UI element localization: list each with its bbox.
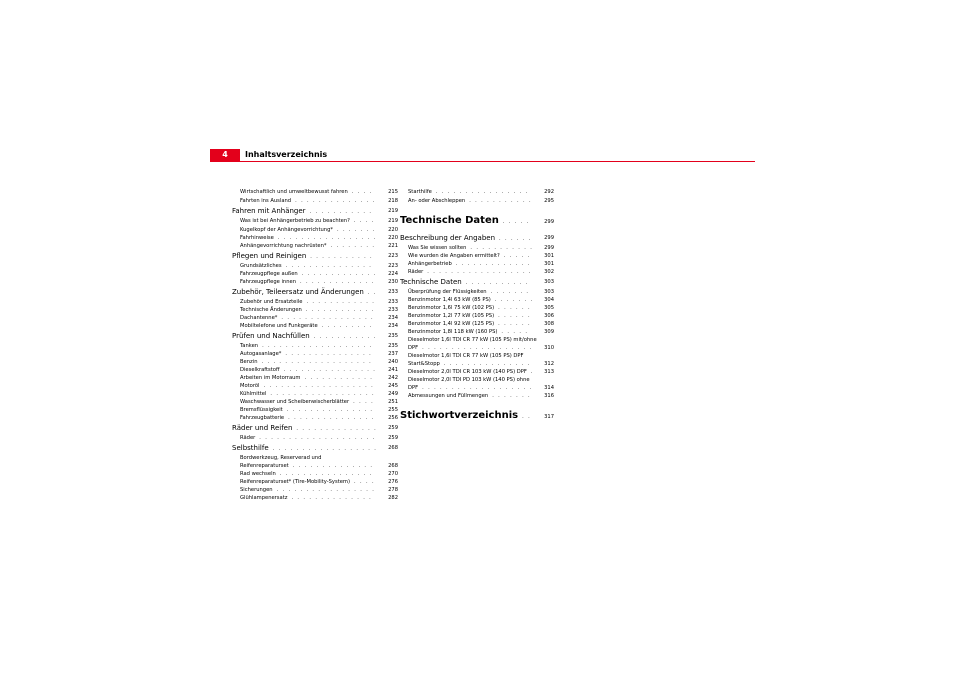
toc-entry-leader: . . . . [354,479,375,485]
toc-entry-label: Motoröl [240,383,260,389]
toc-entry-leader: . . . . . . . . . . . . . . . . . . [270,391,375,397]
toc-entry-page: 255 [388,407,398,413]
toc-entry-label: Wie wurden die Angaben ermittelt? [408,253,500,259]
toc-entry [240,307,375,313]
toc-entry-leader: . . . . . . . . . . . . . . . . . . [427,269,532,275]
toc-entry-label: Fahrzeugpflege außen [240,271,298,277]
toc-entry [408,329,528,335]
toc-entry-leader: . . . . . . . . . . . . . [299,279,375,285]
toc-entry-page: 309 [544,329,554,335]
toc-entry-label: Selbsthilfe [232,444,269,452]
toc-entry-label: Benzin [240,359,258,365]
toc-entry-label: Beschreibung der Angaben [400,234,495,242]
toc-entry-leader: . . . . . [503,253,531,259]
toc-entry-leader: . . . . . . . . . . . . . . . . [281,315,375,321]
toc-entry-label: Räder [408,269,424,275]
toc-entry-label: Fahrzeugpflege innen [240,279,296,285]
toc-entry-page: 233 [388,289,398,295]
toc-entry [240,435,376,441]
toc-entry-leader: . . . . . . . . . . . . . . . . . . . [261,359,373,365]
toc-entry [400,410,531,423]
toc-entry-label: Waschwasser und Scheibenwischerblätter [240,399,350,405]
toc-entry-label: Arbeiten im Motorraum [240,375,301,381]
toc-entry-label: Kugelkopf der Anhängevorrichtung* [240,227,333,233]
toc-entry-label: Technische Daten [400,278,462,286]
toc-entry-page: 219 [388,218,398,224]
toc-entry-leader: . . . . . . . . . . . . . . [291,495,373,501]
toc-entry-page: 230 [388,279,398,285]
toc-entry-label: Benzinmotor 1,2l 77 kW (105 PS) [408,313,495,319]
toc-entry-page: 249 [388,391,398,397]
toc-entry-leader: . . . . . . . . . . . . . . [295,198,376,204]
toc-entry-page: 295 [544,198,554,204]
toc-entry-page: 223 [388,253,398,259]
toc-entry-label: Abmessungen und Füllmengen [408,393,489,399]
toc-entry-leader: . . . . . . . [336,227,376,233]
toc-entry-label: Technische Änderungen [240,307,302,313]
toc-entry [232,207,372,216]
toc-entry [240,359,372,365]
toc-entry-page: 278 [388,487,398,493]
toc-entry-page: 314 [544,385,554,391]
toc-entry-label: Dieselkraftstoff [240,367,280,373]
toc-entry-page: 268 [388,445,398,451]
toc-entry-page: 234 [388,323,398,329]
toc-entry [240,463,373,469]
toc-entry-leader: . . . . . . . . . . . . [306,299,376,305]
toc-entry [408,393,531,399]
toc-entry-label: Mobiltelefone und Funkgeräte [240,323,318,329]
toc-entry-label: Was ist bei Anhängerbetrieb zu beachten? [240,218,350,224]
toc-entry-leader: . . . . . . . . . . . . . . . . [283,367,377,373]
toc-entry-label: Pflegen und Reinigen [232,252,307,260]
toc-entry [408,189,529,195]
toc-entry-leader: . . . . . . . . . . . . . [301,271,377,277]
toc-entry-page: 220 [388,227,398,233]
toc-entry-leader: . . . . . [501,329,529,335]
toc-entry-page: 240 [388,359,398,365]
toc-entry-leader: . . . . [353,218,375,224]
toc-entry-leader: . . . . . . . . . . . [465,280,529,286]
toc-entry [408,261,531,267]
toc-entry [408,337,537,343]
toc-entry-page: 282 [388,495,398,501]
toc-entry [232,288,377,297]
toc-entry-page: 233 [388,307,398,313]
toc-entry-page: 218 [388,198,398,204]
toc-entry-label: Stichwortverzeichnis [400,410,519,421]
toc-entry-leader: . . . . . . . . [330,243,376,249]
toc-entry [240,391,375,397]
toc-entry-leader: . . . . . . . [490,289,530,295]
toc-entry-label: Fahrten ins Ausland [240,198,292,204]
toc-entry-page: 233 [388,299,398,305]
toc-entry [408,198,532,204]
toc-entry-label: Benzinmotor 1,8l 118 kW (160 PS) [408,329,498,335]
toc-entry [232,444,377,453]
toc-entry-page: 235 [388,343,398,349]
toc-entry-label: Fahrzeugbatterie [240,415,285,421]
toc-entry-leader: . [530,369,534,375]
toc-entry [240,367,376,373]
toc-entry [240,455,321,461]
toc-entry [232,252,373,261]
toc-entry-label: An- oder Abschleppen [408,198,466,204]
toc-entry-leader: . . . . . . . . . . . . . . . . . . [272,446,378,452]
toc-entry-leader: . . . . . . . [494,297,534,303]
toc-entry-leader: . . . . . . . . . . . . . . . . . . . [263,383,375,389]
toc-entry [408,345,533,351]
toc-entry-page: 316 [544,393,554,399]
toc-entry-label: DPF [408,385,419,391]
toc-entry-page: 306 [544,313,554,319]
toc-entry-label: Technische Daten [400,215,499,226]
toc-entry-page: 301 [544,253,554,259]
toc-entry [232,424,377,433]
toc-entry-label: Dieselmotor 1,6l TDI CR 77 kW (105 PS) mit/ohne [408,337,537,343]
toc-entry [240,189,373,195]
toc-entry-page: 317 [544,414,554,420]
toc-entry-page: 256 [388,415,398,421]
toc-entry-page: 221 [388,243,398,249]
toc-entry [408,313,531,319]
toc-entry-page: 270 [388,471,398,477]
toc-entry-label: Überprüfung der Flüssigkeiten [408,289,487,295]
toc-entry-leader: . . . . . . . . . . . . . . . [285,351,373,357]
toc-entry-page: 259 [388,435,398,441]
toc-entry-label: Prüfen und Nachfüllen [232,332,310,340]
toc-entry-page: 220 [388,235,398,241]
toc-entry-label: Fahren mit Anhänger [232,207,306,215]
toc-entry-leader: . . . . . . . . . . . . . . . [443,361,531,367]
toc-entry-label: Autogasanlage* [240,351,282,357]
toc-entry-page: 299 [544,235,554,241]
toc-entry [240,243,375,249]
toc-entry-label: Kühlmittel [240,391,267,397]
toc-entry [240,479,375,485]
toc-entry-leader: . . . . . . . . . . . [310,254,374,260]
toc-entry-label: Dieselmotor 1,6l TDI CR 77 kW (105 PS) DPF [408,353,524,359]
toc-entry-leader: . . [367,290,377,296]
toc-entry-page: 245 [388,383,398,389]
toc-entry-label: Grundsätzliches [240,263,282,269]
toc-entry-label: Benzinmotor 1,6l 75 kW (102 PS) [408,305,495,311]
toc-entry [240,407,373,413]
toc-entry-leader: . . . . . . . . . . . . . . [296,426,378,432]
toc-entry-page: 235 [388,333,398,339]
toc-entry-label: Rad wechseln [240,471,276,477]
toc-entry-label: Zubehör, Teileersatz und Änderungen [232,288,364,296]
toc-entry [232,332,377,341]
toc-entry-page: 310 [544,345,554,351]
toc-entry-leader: . . . . . . [498,313,531,319]
toc-entry-label: Start&Stopp [408,361,440,367]
toc-entry-page: 259 [388,425,398,431]
toc-entry [240,198,376,204]
toc-entry-page: 303 [544,279,554,285]
toc-entry [400,215,530,228]
toc-entry-page: 304 [544,297,554,303]
toc-entry-page: 276 [388,479,398,485]
toc-entry-leader: . . . . [351,189,373,195]
toc-entry-leader: . . . . . . [498,305,531,311]
toc-entry [240,299,375,305]
toc-entry [240,351,372,357]
toc-entry-leader: . . [522,414,532,420]
toc-entry-page: 234 [388,315,398,321]
toc-entry-page: 302 [544,269,554,275]
toc-entry-leader: . . . . . . . . . . . . . . . . . . . [422,385,533,391]
toc-entry [408,385,533,391]
toc-entry [240,415,375,421]
toc-entry [408,377,530,383]
toc-entry-leader: . . . . [353,399,375,405]
toc-entry-leader: . . . . . . . . . . . . [305,307,375,313]
toc-entry [408,305,531,311]
toc-entry-page: 224 [388,271,398,277]
toc-entry-page: 237 [388,351,398,357]
toc-entry-label: DPF [408,345,419,351]
toc-entry-leader: . . . . . . . . . . . . . . . [286,407,374,413]
toc-entry-leader: . . . . . . . . . . . . . . . [285,263,373,269]
toc-entry-label: Dieselmotor 2,0l TDI PD 103 kW (140 PS) ohne [408,377,530,383]
toc-entry-page: 223 [388,263,398,269]
toc-entry-leader: . . . . . . . [492,393,532,399]
toc-entry-leader: . . . . . . . . . . . . [304,375,374,381]
toc-entry-label: Dieselmotor 2,0l TDI CR 103 kW (140 PS) DPF [408,369,527,375]
toc-entry-label: Zubehör und Ersatzteile [240,299,303,305]
toc-entry-label: Bordwerkzeug, Reserverad und [240,455,322,461]
toc-entry [240,343,373,349]
toc-entry [240,487,375,493]
toc-entry-leader: . . . . . . . . . . . . . . . . . [277,235,377,241]
toc-entry-page: 313 [544,369,554,375]
toc-entry-page: 305 [544,305,554,311]
toc-entry [240,218,375,224]
toc-entry [408,369,534,375]
toc-entry [240,271,376,277]
toc-entry [408,361,531,367]
toc-entry-label: Anhängerbetrieb [408,261,452,267]
toc-entry [240,315,374,321]
toc-entry-label: Räder und Reifen [232,424,293,432]
toc-entry-leader: . . . . . . . . . . . . . . . [288,415,375,421]
toc-entry-label: Dachantenne* [240,315,278,321]
toc-entry-label: Reifenreparaturset* (Tire-Mobility-System) [240,479,351,485]
toc-entry-label: Sicherungen [240,487,273,493]
toc-entry-label: Tanken [240,343,259,349]
toc-entry-page: 219 [388,208,398,214]
toc-entry-leader: . . . . . . [498,321,531,327]
toc-entry [400,234,532,243]
toc-entry-label: Benzinmotor 1,4l 63 kW (85 PS) [408,297,491,303]
toc-entry [408,353,524,359]
toc-entry [408,269,532,275]
toc-entry-leader: . . . . . . [499,236,532,242]
page-title: Inhaltsverzeichnis [245,150,328,159]
toc-entry [240,495,372,501]
toc-entry [408,297,534,303]
toc-entry-leader: . . . . . . . . . [321,323,373,329]
toc-entry-label: Was Sie wissen sollten [408,245,467,251]
toc-entry [400,278,528,287]
toc-entry [408,289,529,295]
toc-entry-leader: . . . . . . . . . . . . . [455,261,531,267]
toc-entry-page: 215 [388,189,398,195]
toc-entry [408,245,533,251]
toc-entry-page: 268 [388,463,398,469]
toc-entry-leader: . . . . . . . . . . . [309,209,373,215]
page-number: 4 [222,150,228,159]
toc-entry-leader: . . . . . . . . . . . . . . . . [279,471,373,477]
toc-entry-page: 301 [544,261,554,267]
toc-entry [240,227,376,233]
toc-entry-leader: . . . . . . . . . . . . . . . . . . . [422,345,533,351]
toc-entry [408,253,531,259]
toc-entry [240,323,372,329]
toc-entry-leader: . . . . . . . . . . . . . . [292,463,374,469]
toc-entry-label: Räder [240,435,256,441]
toc-entry-label: Glühlampenersatz [240,495,288,501]
toc-entry-leader: . . . . . . . . . . . [469,198,532,204]
toc-entry-label: Wirtschaftlich und umweltbewusst fahren [240,189,348,195]
toc-entry-page: 251 [388,399,398,405]
toc-entry-label: Bremsflüssigkeit [240,407,283,413]
toc-entry [240,263,372,269]
toc-entry-leader: . . . . . [502,219,530,225]
toc-entry-leader: . . . . . . . . . . . . . . . . [435,189,529,195]
toc-entry-leader: . . . . . . . . . . . . . . . . . [276,487,376,493]
toc-entry-page: 299 [544,219,554,225]
toc-entry-label: Starthilfe [408,189,432,195]
toc-entry-leader: . . . . . . . . . . . . . . . . . . . . [259,435,376,441]
toc-entry-label: Fahrhinweise [240,235,274,241]
toc-entry-leader: . . . . . . . . . . . [470,245,534,251]
toc-entry-page: 308 [544,321,554,327]
toc-entry-page: 241 [388,367,398,373]
toc-entry-label: Benzinmotor 1,4l 92 kW (125 PS) [408,321,495,327]
toc-entry [240,383,374,389]
toc-entry [240,375,373,381]
toc-entry-page: 292 [544,189,554,195]
toc-entry [240,279,375,285]
toc-entry-label: Anhängevorrichtung nachrüsten* [240,243,327,249]
toc-entry [240,471,372,477]
toc-entry-label: Reifenreparaturset [240,463,289,469]
toc-entry-page: 299 [544,245,554,251]
toc-entry-page: 303 [544,289,554,295]
toc-entry-page: 242 [388,375,398,381]
toc-entry-page: 312 [544,361,554,367]
toc-entry [240,235,376,241]
toc-entry [408,321,531,327]
toc-entry-leader: . . . . . . . . . . . . . . . . . . . [262,343,373,349]
toc-entry-leader: . . . . . . . . . . . [313,334,377,340]
toc-entry [240,399,374,405]
header-divider [210,161,755,162]
